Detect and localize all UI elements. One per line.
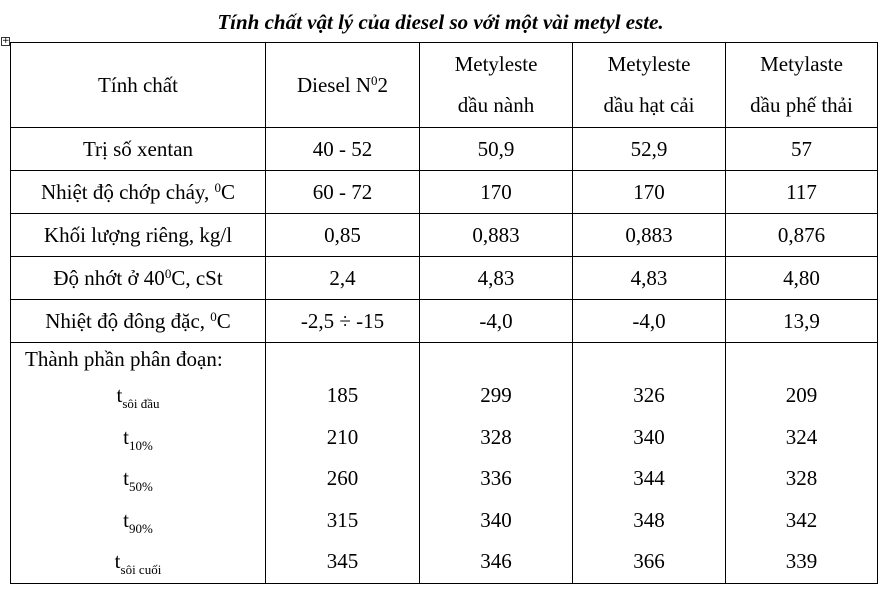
value-cell: 315 xyxy=(326,507,359,532)
value-cell: 339 xyxy=(785,549,818,574)
value-cell: 2,4 xyxy=(266,257,420,300)
table-row xyxy=(11,300,878,343)
value-cell: 346 xyxy=(480,549,512,574)
value-cell: 348 xyxy=(633,507,665,532)
value-cell: 0,876 xyxy=(726,214,878,257)
row-label: Độ nhớt ở $40^0C$, cSt xyxy=(11,257,266,300)
value-cell: 342 xyxy=(785,507,818,532)
value-cell: 4,83 xyxy=(420,257,573,300)
value-cell: 0,85 xyxy=(266,214,420,257)
header-soybean-ester: Metyleste dầu nành xyxy=(420,43,573,128)
value-cell: 328 xyxy=(480,424,512,449)
table-row xyxy=(11,214,878,257)
fraction-soybean-values xyxy=(420,343,573,584)
value-cell: 324 xyxy=(785,424,818,449)
value-cell: 50,9 xyxy=(420,128,573,171)
header-property: Tính chất xyxy=(11,43,266,128)
header-diesel: Diesel $N^02$ xyxy=(266,43,420,128)
fraction-waste-oil-values xyxy=(726,343,878,584)
value-cell: 344 xyxy=(633,466,665,491)
value-cell: 345 xyxy=(326,549,359,574)
value-cell: 40 - 52 xyxy=(266,128,420,171)
value-cell: 170 xyxy=(573,171,726,214)
value-cell: 340 xyxy=(480,507,512,532)
value-cell: 0,883 xyxy=(573,214,726,257)
value-cell: 326 xyxy=(633,383,665,407)
table-row xyxy=(11,171,878,214)
value-cell: 4,80 xyxy=(726,257,878,300)
value-cell: 340 xyxy=(633,424,665,449)
value-cell: 209 xyxy=(785,383,818,407)
document-title: Tính chất vật lý của diesel so với một vài metyl este. xyxy=(217,10,664,34)
row-label: Nhiệt độ đông đặc, $^0$C xyxy=(11,300,266,343)
value-cell: 0,883 xyxy=(420,214,573,257)
table-row xyxy=(11,128,878,171)
value-cell: 210 xyxy=(326,424,359,449)
value-cell: 52,9 xyxy=(573,128,726,171)
value-cell: 336 xyxy=(480,466,512,491)
value-cell: -4,0 xyxy=(573,300,726,343)
value-cell: 13,9 xyxy=(726,300,878,343)
fraction-item-label: $t_{10\%}$ xyxy=(123,424,153,453)
fraction-item-label: $t_{50\%}$ xyxy=(123,466,153,495)
value-cell: 299 xyxy=(480,383,512,407)
value-cell: -4,0 xyxy=(420,300,573,343)
header-waste-oil-ester: Metylaste dầu phế thải xyxy=(726,43,878,128)
fraction-caption: Thành phần phân đoạn: xyxy=(25,347,223,371)
fraction-item-label: $t_{90\%}$ xyxy=(123,507,153,536)
value-cell: 170 xyxy=(420,171,573,214)
fraction-row xyxy=(11,343,878,584)
properties-table xyxy=(10,42,878,584)
row-label: Nhiệt độ chớp cháy, $^0$C xyxy=(11,171,266,214)
fraction-labels xyxy=(11,343,266,584)
value-cell: 117 xyxy=(726,171,878,214)
value-cell: 4,83 xyxy=(573,257,726,300)
table-move-handle-icon[interactable]: + xyxy=(2,36,10,46)
row-label: Khối lượng riêng, kg/l xyxy=(11,214,266,257)
value-cell: 328 xyxy=(785,466,818,491)
fraction-rapeseed-values xyxy=(573,343,726,584)
value-cell: 60 - 72 xyxy=(266,171,420,214)
row-label: Trị số xentan xyxy=(11,128,266,171)
table-row xyxy=(11,257,878,300)
header-rapeseed-ester: Metyleste dầu hạt cải xyxy=(573,43,726,128)
value-cell: 260 xyxy=(326,466,359,491)
fraction-diesel-values xyxy=(266,343,420,584)
value-cell: 57 xyxy=(726,128,878,171)
value-cell: 366 xyxy=(633,549,665,574)
table-header-row xyxy=(11,43,878,128)
value-cell: -2,5 ÷ -15 xyxy=(266,300,420,343)
fraction-item-label: $t_{sôi cuối}$ xyxy=(114,549,162,578)
value-cell: 185 xyxy=(326,383,359,407)
fraction-item-label: $t_{sôi đầu}$ xyxy=(116,383,160,411)
